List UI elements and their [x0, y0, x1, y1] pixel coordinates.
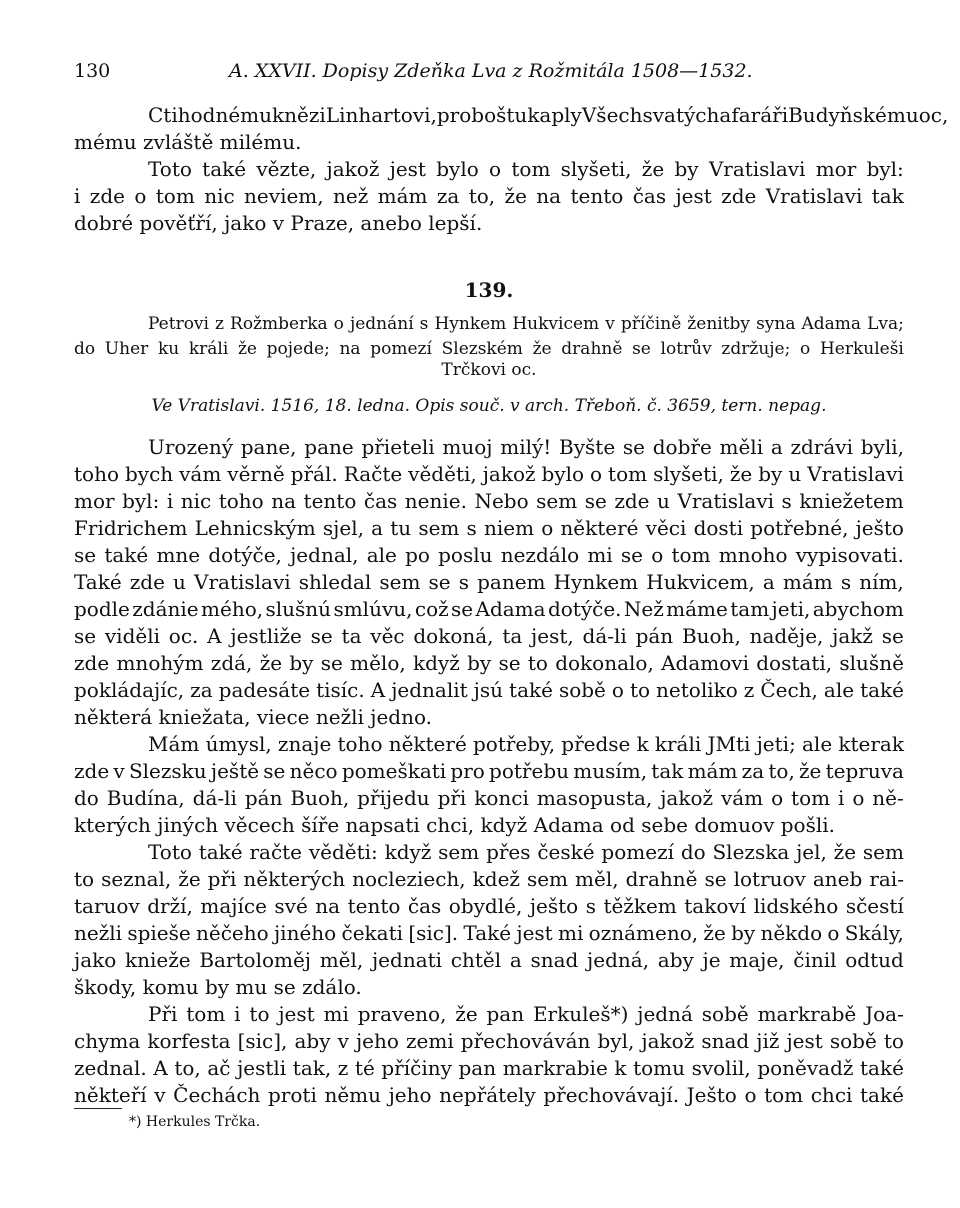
text-line: podle zdánie mého, slušnú smlúvu, což se Adama dotýče. Než máme tam jeti, abychom: [74, 597, 904, 621]
text-line: škody, komu by mu se zdálo.: [74, 975, 362, 999]
text-line: někteří v Čechách proti němu jeho nepřátely přechovávají. Ješto o tom chci také: [74, 1083, 904, 1107]
letter-body: [74, 434, 904, 1109]
footnote-divider: [74, 1108, 122, 1109]
text-line: jako knieže Bartoloměj měl, jednati chtěl a snad jedná, aby je maje, činil odtud: [74, 948, 904, 972]
text-line: Toto také račte věděti: když sem přes české pomezí do Slezska jel, že sem: [148, 840, 904, 864]
text-line: i zde o tom nic neviem, než mám za to, že na tento čas jest zde Vratislavi tak: [74, 184, 904, 208]
text-line: Fridrichem Lehnicským sjel, a tu sem s niem o některé věci dosti potřebné, ješto: [74, 516, 904, 540]
text-line: pokládajíc, za padesáte tisíc. A jednalit jsú také sobě o to netoliko z Čech, ale také: [74, 678, 904, 702]
text-line: do Budína, dá-li pán Buoh, přijedu při konci masopusta, jakož vám o tom i o ně-: [74, 786, 904, 810]
text-line: do Uher ku králi že pojede; na pomezí Slezském že drahně se lotrův zdržuje; o Herkuleši: [74, 339, 904, 359]
text-line: Urozený pane, pane přieteli muoj milý! Byšte se dobře měli a zdrávi byli,: [148, 435, 904, 459]
text-line: taruov drží, majíce své na tento čas obydlé, ješto s těžkem takoví lidského sčestí: [74, 894, 904, 918]
text-line: zde mnohým zdá, že by se mělo, když by se to dokonalo, Adamovi dostati, slušně: [74, 651, 904, 675]
text-line: toho bych vám věrně přál. Račte věděti, jakož bylo o tom slyšeti, že by u Vratislavi: [74, 462, 904, 486]
page-header: [74, 60, 904, 90]
text-line: zde v Slezsku ještě se něco pomeškati pro potřebu musím, tak mám za to, že tepruva: [74, 759, 904, 783]
text-line: nežli spieše něčeho jiného čekati [sic]. Také jest mi oznámeno, že by někdo o Skály,: [74, 921, 904, 945]
text-line: Také zde u Vratislavi shledal sem se s panem Hynkem Hukvicem, a mám s ním,: [74, 570, 904, 594]
text-line: mor byl: i nic toho na tento čas nenie. Nebo sem se zde u Vratislavi s kniežetem: [74, 489, 904, 513]
text-line: Toto také vězte, jakož jest bylo o tom slyšeti, že by Vratislavi mor byl:: [148, 157, 904, 181]
page-number: 130: [74, 60, 111, 82]
text-line: kterých jiných věcech šíře napsati chci, když Adama od sebe domuov pošli.: [74, 813, 835, 837]
summary-last-line: Trčkovi oc.: [441, 360, 537, 380]
summary-block: [74, 312, 904, 362]
document-number: 139.: [464, 278, 514, 302]
text-line: se viděli oc. A jestliže se ta věc dokoná, ta jest, dá-li pán Buoh, naděje, jakž se: [74, 624, 904, 648]
text-line: Petrovi z Rožmberka o jednání s Hynkem Hukvicem v příčině ženitby syna Adama Lva;: [148, 314, 904, 334]
text-line: Mám úmysl, znaje toho některé potřeby, předse k králi JMti jeti; ale kterak: [148, 732, 904, 756]
intro-paragraph: [74, 156, 904, 237]
running-title: A. XXVII. Dopisy Zdeňka Lva z Rožmitála 1508—1532.: [229, 60, 753, 82]
text-line: některá kniežata, viece nežli jedno.: [74, 705, 433, 729]
dateline: Ve Vratislavi. 1516, 18. ledna. Opis souč. v arch. Třeboň. č. 3659, tern. nepag.: [151, 396, 827, 416]
text-line: dobré pověťří, jako v Praze, anebo lepší.: [74, 211, 483, 235]
address-block: [74, 102, 949, 156]
text-line: zednal. A to, ač jestli tak, z té příčiny pan markrabie k tomu svolil, poněvadž také: [74, 1056, 904, 1080]
text-line: Ctihodnému knězi Linhartovi, proboštu kaply Všech svatých a faráři Budyňskému oc,: [148, 103, 949, 127]
text-line: Při tom i to jest mi praveno, že pan Erkuleš*) jedná sobě markrabě Joa-: [148, 1002, 904, 1026]
text-line: to seznal, že při některých nocleziech, kdež sem měl, drahně se lotruov aneb rai-: [74, 867, 904, 891]
text-line: mému zvláště milému.: [74, 130, 302, 154]
text-line: chyma korfesta [sic], aby v jeho zemi přechováván byl, jakož snad již jest sobě to: [74, 1029, 904, 1053]
text-line: se také mne dotýče, jednal, ale po poslu nezdálo mi se o tom mnoho vypisovati.: [74, 543, 904, 567]
footnote: *) Herkules Trčka.: [129, 1114, 261, 1130]
